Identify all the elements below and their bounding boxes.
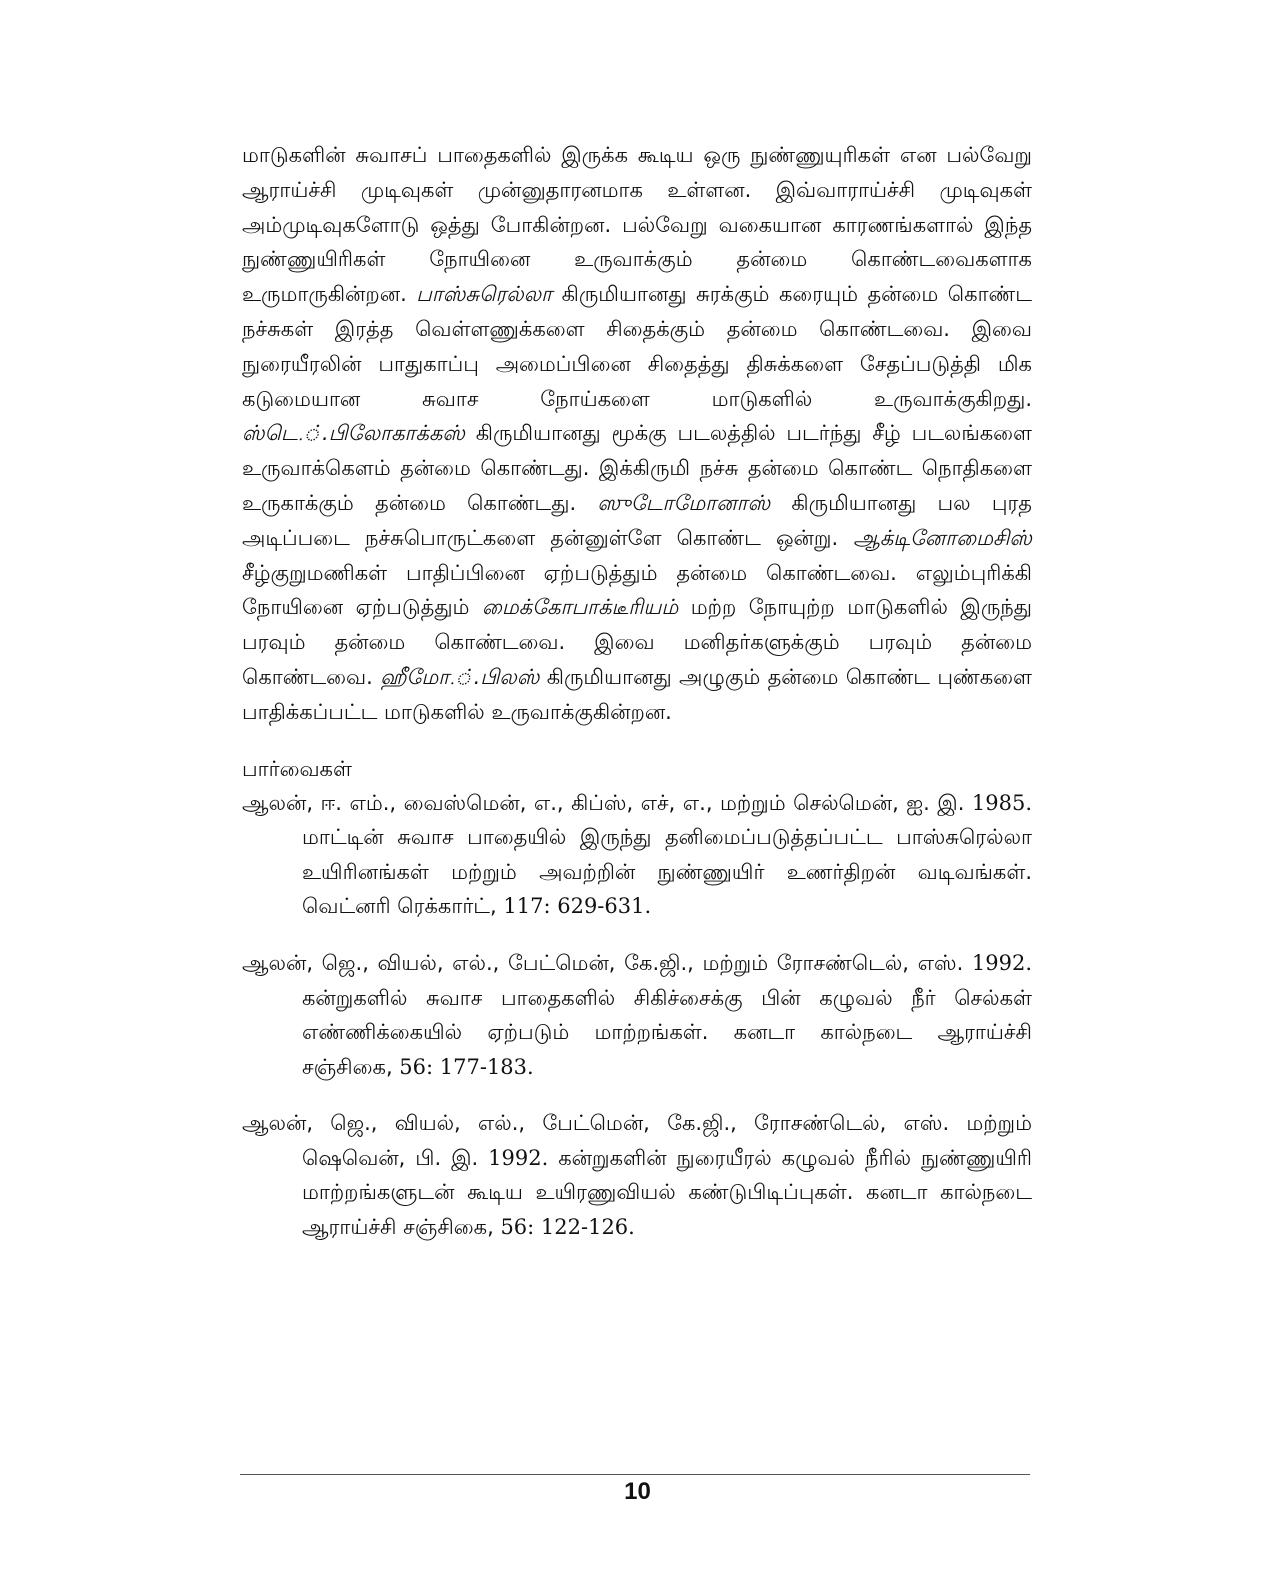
- reference-title: மாட்டின் சுவாச பாதையில் இருந்து தனிமைப்படுத்தப்பட்ட பாஸ்சுரெல்லா உயிரினங்கள் மற்றும் அவற்றின் நுண்ணுயிர் உணர்திறன் வடிவங்கள். வெட்னரி ரெக்கார்ட்,: [302, 825, 1032, 919]
- reference-title: கன்றுகளில் சுவாச பாதைகளில் சிகிச்சைக்கு பின் கழுவல் நீர் செல்கள் எண்ணிக்கையில் ஏற்படும் மாற்றங்கள். கனடா கால்நடை ஆராய்ச்சி சஞ்சிகை,: [302, 985, 1032, 1079]
- footer-divider: [240, 1474, 1030, 1475]
- organism-name-haemophilus: ஹீமோ.்.பிலஸ்: [380, 664, 540, 689]
- reference-year: 1992.: [488, 1145, 549, 1170]
- organism-name-actinomyces: ஆக்டினோமைசிஸ்: [853, 525, 1032, 550]
- references-heading: பார்வைகள்: [242, 756, 352, 781]
- organism-name-mycobacterium: மைக்கோபாக்டீரியம்: [481, 595, 679, 620]
- reference-item: [242, 946, 1032, 1084]
- reference-pages: 117: 629-631.: [503, 894, 652, 919]
- paragraph-text: சீழ்குறுமணிகள் பாதிப்பினை ஏற்படுத்தும் தன்மை கொண்டவை. எலும்புரிக்கி நோயினை ஏற்படுத்தும்: [242, 560, 1032, 620]
- reference-year: 1992.: [971, 950, 1032, 975]
- organism-name-pseudomonas: ஸுடோமோனாஸ்: [597, 490, 771, 515]
- reference-item: [242, 786, 1032, 924]
- paragraph-text: கிருமியானது அழுகும் தன்மை கொண்ட புண்களை பாதிக்கப்பட்ட மாடுகளில் உருவாக்குகின்றன.: [242, 664, 1032, 724]
- reference-pages: 56: 177-183.: [399, 1054, 534, 1079]
- reference-list: [242, 786, 1032, 1245]
- page-number: 10: [624, 1478, 651, 1505]
- paragraph-text: கிருமியானது மூக்கு படலத்தில் படர்ந்து சீழ் படலங்களை உருவாக்கௌம் தன்மை கொண்டது. இக்கிருமி நச்சு தன்மை கொண்ட நொதிகளை உருகாக்கும் தன்மை கொண்டது.: [242, 421, 1032, 515]
- organism-name-staphylococcus: ஸ்டெ.்.பிலோகாக்கஸ்: [242, 421, 465, 446]
- paragraph-text: கிருமியானது சுரக்கும் கரையும் தன்மை கொண்ட நச்சுகள் இரத்த வெள்ளணுக்களை சிதைக்கும் தன்மை கொண்டவை. இவை நுரையீரலின் பாதுகாப்பு அமைப்பினை சிதைத்து திசுக்களை சேதப்படுத்தி மிக கடுமையான சுவாச நோய்களை மாடுகளில் உருவாக்குகிறது.: [242, 282, 1032, 411]
- page-content: [242, 138, 1032, 1245]
- organism-name-pasteurella: பாஸ்சுரெல்லா: [416, 282, 553, 307]
- reference-title: கன்றுகளின் நுரையீரல் கழுவல் நீரில் நுண்ணுயிரி மாற்றங்களுடன் கூடிய உயிரணுவியல் கண்டுபிடிப்புகள். கனடா கால்நடை ஆராய்ச்சி சஞ்சிகை,: [302, 1145, 1032, 1240]
- reference-pages: 56: 122-126.: [500, 1215, 635, 1240]
- paragraph-text: கிருமியானது பல புரத அடிப்படை நச்சுபொருட்களை தன்னுள்ளே கொண்ட ஒன்று.: [242, 490, 1032, 550]
- reference-item: [242, 1106, 1032, 1244]
- reference-authors: ஆலன், ஜெ., வியல், எல்., பேட்மென், கே.ஜி., ரோசண்டெல், எஸ். மற்றும் ஷெவென், பி. இ.: [242, 1111, 1032, 1170]
- reference-authors: ஆலன், ஜெ., வியல், எல்., பேட்மென், கே.ஜி., மற்றும் ரோசண்டெல், எஸ்.: [242, 950, 972, 975]
- body-paragraph: [242, 138, 1032, 730]
- reference-authors: ஆலன், ஈ. எம்., வைஸ்மென், எ., கிப்ஸ், எச், எ., மற்றும் செல்மென், ஐ. இ.: [242, 790, 972, 815]
- reference-year: 1985.: [971, 790, 1032, 815]
- paragraph-intro: மாடுகளின் சுவாசப் பாதைகளில் இருக்க கூடிய ஒரு நுண்ணுயுரிகள் என பல்வேறு ஆராய்ச்சி முடிவுகள் முன்னுதாரனமாக உள்ளன. இவ்வாராய்ச்சி முடிவுகள் அம்முடிவுகளோடு ஒத்து போகின்றன. பல்வேறு வகையான காரணங்களால் இந்த நுண்ணுயிரிகள் நோயினை உருவாக்கும் தன்மை கொண்டவைகளாக உருமாருகின்றன.: [242, 143, 1032, 307]
- paragraph-text: மற்ற நோயுற்ற மாடுகளில் இருந்து பரவும் தன்மை கொண்டவை. இவை மனிதர்களுக்கும் பரவும் தன்மை கொண்டவை.: [242, 595, 1032, 689]
